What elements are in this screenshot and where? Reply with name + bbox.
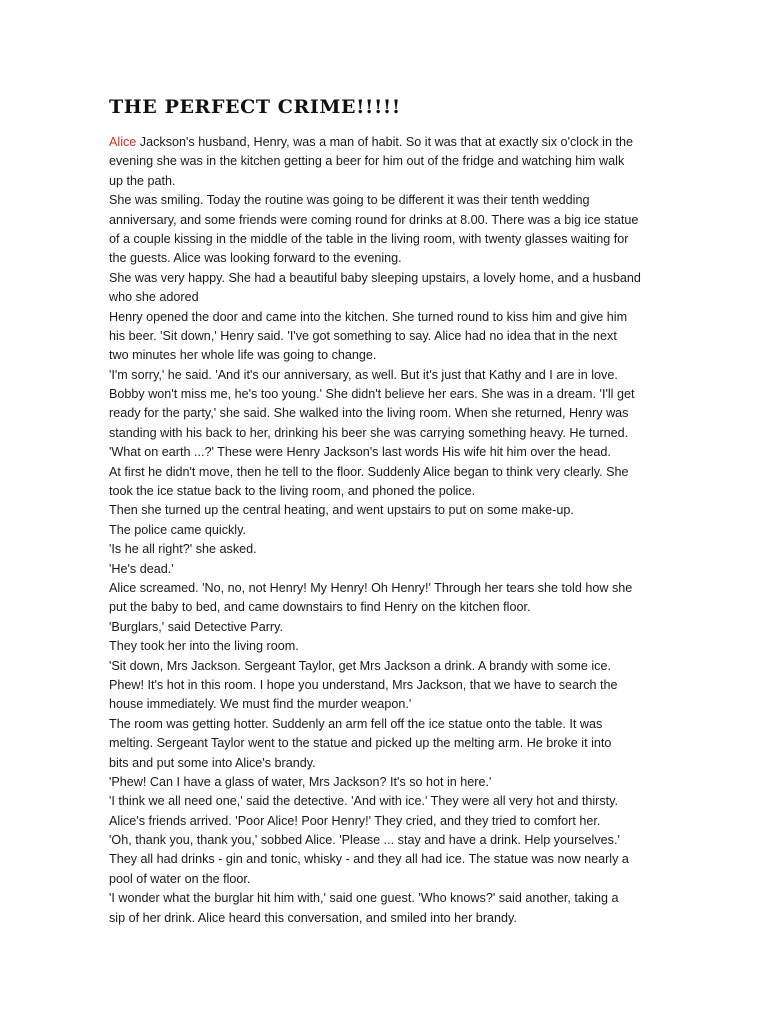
story-line: took the ice statue back to the living room, and phoned the police. — [109, 484, 476, 499]
story-line: They all had drinks - gin and tonic, whisky - and they all had ice. The statue was now nearly a — [109, 852, 629, 867]
story-line: 'I think we all need one,' said the detective. 'And with ice.' They were all very hot and thirsty. — [109, 794, 618, 809]
story-line: up the path. — [109, 173, 176, 188]
story-line: two minutes her whole life was going to change. — [109, 348, 377, 363]
story-line: 'Is he all right?' she asked. — [109, 542, 257, 557]
story-line: put the baby to bed, and came downstairs to find Henry on the kitchen floor. — [109, 600, 531, 615]
story-text — [109, 133, 649, 928]
story-line: 'Burglars,' said Detective Parry. — [109, 619, 283, 634]
story-line: pool of water on the floor. — [109, 871, 251, 886]
story-line: evening she was in the kitchen getting a beer for him out of the fridge and watching him walk — [109, 154, 625, 169]
story-line: anniversary, and some friends were coming round for drinks at 8.00. There was a big ice statue — [109, 212, 639, 227]
story-line: The room was getting hotter. Suddenly an arm fell off the ice statue onto the table. It was — [109, 716, 603, 731]
story-line: of a couple kissing in the middle of the table in the living room, with twenty glasses waiting for — [109, 231, 629, 246]
story-line: the guests. Alice was looking forward to the evening. — [109, 251, 402, 266]
story-line: She was very happy. She had a beautiful baby sleeping upstairs, a lovely home, and a husband — [109, 270, 641, 285]
story-line: Phew! It's hot in this room. I hope you understand, Mrs Jackson, that we have to search the — [109, 677, 618, 692]
page-title: THE PERFECT CRIME!!!!! — [109, 96, 401, 118]
story-line: Alice Jackson's husband, Henry, was a man of habit. So it was that at exactly six o'clock in the — [109, 135, 633, 149]
story-line: standing with his back to her, drinking his beer she was carrying something heavy. He turned. — [109, 425, 629, 440]
story-line: Alice's friends arrived. 'Poor Alice! Poor Henry!' They cried, and they tried to comfort her. — [109, 813, 601, 828]
story-line: At first he didn't move, then he tell to the floor. Suddenly Alice began to think very clearly. She — [109, 464, 629, 479]
story-line: bits and put some into Alice's brandy. — [109, 755, 316, 770]
story-line: 'I wonder what the burglar hit him with,' said one guest. 'Who knows?' said another, taking a — [109, 891, 619, 906]
story-line: house immediately. We must find the murder weapon.' — [109, 697, 412, 712]
story-line: Then she turned up the central heating, and went upstairs to put on some make-up. — [109, 503, 574, 518]
story-line: his beer. 'Sit down,' Henry said. 'I've got something to say. Alice had no idea that in the next — [109, 328, 617, 343]
story-line: They took her into the living room. — [109, 639, 299, 654]
highlighted-name: Alice — [109, 135, 137, 149]
story-line: 'What on earth ...?' These were Henry Jackson's last words His wife hit him over the head. — [109, 445, 611, 460]
story-line: 'I'm sorry,' he said. 'And it's our anniversary, as well. But it's just that Kathy and I are in love. — [109, 367, 618, 382]
story-line: sip of her drink. Alice heard this conversation, and smiled into her brandy. — [109, 910, 517, 925]
story-line: She was smiling. Today the routine was going to be different it was their tenth wedding — [109, 193, 590, 208]
story-line: The police came quickly. — [109, 522, 246, 537]
story-line: melting. Sergeant Taylor went to the statue and picked up the melting arm. He broke it into — [109, 736, 612, 751]
story-line: 'Phew! Can I have a glass of water, Mrs Jackson? It's so hot in here.' — [109, 774, 492, 789]
story-line: Bobby won't miss me, he's too young.' She didn't believe her ears. She was in a dream. 'I'll get — [109, 387, 635, 402]
story-line: 'Oh, thank you, thank you,' sobbed Alice. 'Please ... stay and have a drink. Help yourselves.' — [109, 833, 620, 848]
story-line: ready for the party,' she said. She walked into the living room. When she returned, Henry was — [109, 406, 629, 421]
story-line: Alice screamed. 'No, no, not Henry! My Henry! Oh Henry!' Through her tears she told how she — [109, 580, 633, 595]
story-line: 'Sit down, Mrs Jackson. Sergeant Taylor, get Mrs Jackson a drink. A brandy with some ice. — [109, 658, 611, 673]
story-line: who she adored — [109, 290, 199, 305]
story-line: 'He's dead.' — [109, 561, 174, 576]
story-line: Henry opened the door and came into the kitchen. She turned round to kiss him and give him — [109, 309, 628, 324]
